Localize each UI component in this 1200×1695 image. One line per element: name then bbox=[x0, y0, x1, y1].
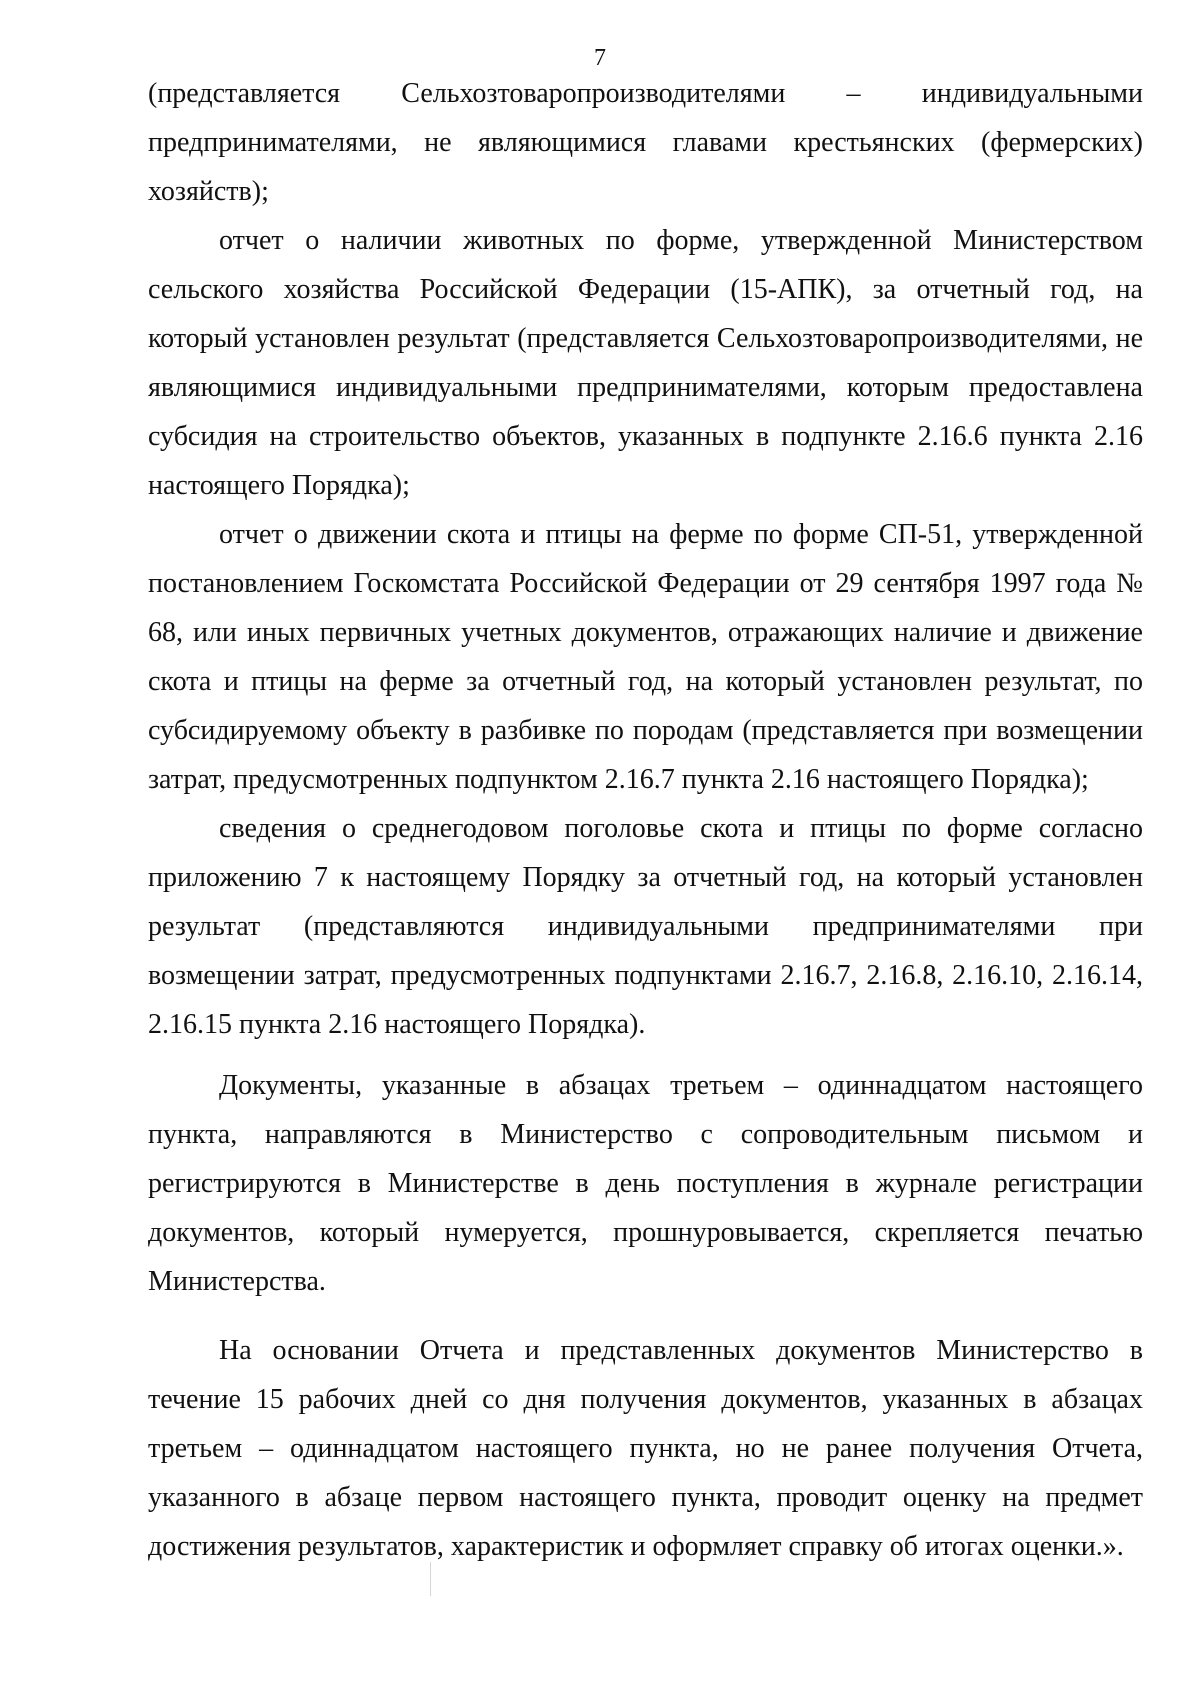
scan-artifact-line bbox=[430, 1562, 431, 1596]
paragraph-ministry-evaluation: На основании Отчета и представленных документов Министерство в течение 15 рабочих дней со дня получения документов, указанных в абзацах третьем – одиннадцатом настоящего пункта, но не ранее получения Отчета, указанного в абзаце первом настоящего пункта, проводит оценку на предмет достижения результатов, характеристик и оформляет справку об итогах оценки.». bbox=[148, 1335, 1143, 1562]
paragraph-animal-report: отчет о наличии животных по форме, утвержденной Министерством сельского хозяйства Российской Федерации (15-АПК), за отчетный год, на который установлен результат (представляется Сельхозтоваропроизводителями, не являющимися индивидуальными предпринимателями, которым предоставлена субсидия на строительство объектов, указанных в подпункте 2.16.6 пункта 2.16 настоящего Порядка); bbox=[148, 225, 1143, 501]
document-body bbox=[148, 69, 1143, 1571]
paragraph-continuation: (представляется Сельхозтоваропроизводителями – индивидуальными предпринимателями, не являющимися главами крестьянских (фермерских) хозяйств); bbox=[148, 78, 1143, 207]
paragraph-livestock-movement-report: отчет о движении скота и птицы на ферме по форме СП-51, утвержденной постановлением Госкомстата Российской Федерации от 29 сентября 1997 года № 68, или иных первичных учетных документов, отражающих наличие и движение скота и птицы на ферме за отчетный год, на который установлен результат, по субсидируемому объекту в разбивке по породам (представляется при возмещении затрат, предусмотренных подпунктом 2.16.7 пункта 2.16 настоящего Порядка); bbox=[148, 519, 1143, 795]
paragraph-average-livestock-info: сведения о среднегодовом поголовье скота и птицы по форме согласно приложению 7 к настоящему Порядку за отчетный год, на который установлен результат (представляются индивидуальными предпринимателями при возмещении затрат, предусмотренных подпунктами 2.16.7, 2.16.8, 2.16.10, 2.16.14, 2.16.15 пункта 2.16 настоящего Порядка). bbox=[148, 813, 1143, 1040]
paragraph-documents-submission: Документы, указанные в абзацах третьем – одиннадцатом настоящего пункта, направляются в Министерство с сопроводительным письмом и регистрируются в Министерстве в день поступления в журнале регистрации документов, который нумеруется, прошнуровывается, скрепляется печатью Министерства. bbox=[148, 1070, 1143, 1297]
page-number: 7 bbox=[594, 45, 606, 71]
